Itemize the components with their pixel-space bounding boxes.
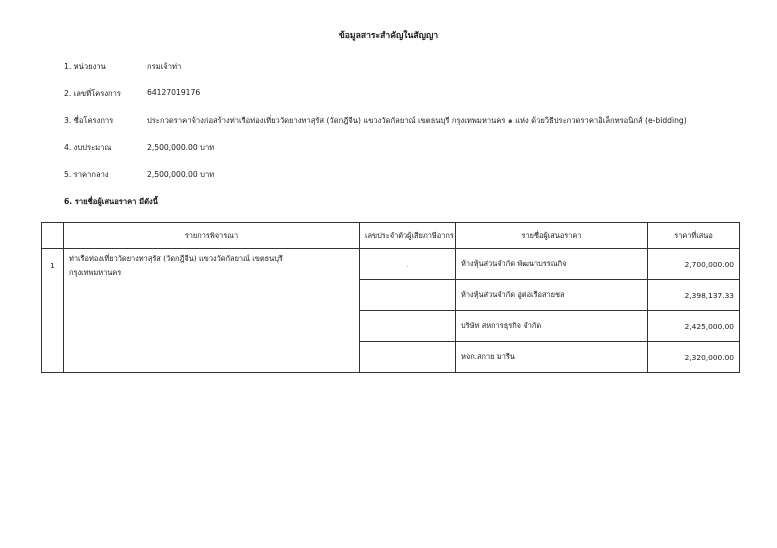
tax-id-cell [360, 342, 456, 373]
field-median-price-label: 5. ราคากลาง [64, 170, 109, 179]
field-project-name-label: 3. ชื่อโครงการ [64, 116, 114, 125]
bidder-name: บริษัท สหการธุรกิจ จำกัด [456, 311, 648, 342]
field-agency-label: 1. หน่วยงาน [64, 62, 106, 71]
bidder-name: ห้างหุ้นส่วนจำกัด อู่ต่อเรือสายชล [456, 280, 648, 311]
header-tax-id: เลขประจำตัวผู้เสียภาษีอากร [360, 223, 456, 249]
field-budget-value: 2,500,000.00 บาท [147, 143, 215, 152]
field-project-number-value: 64127019176 [147, 88, 201, 97]
field-project-name-value: ประกวดราคาจ้างก่อสร้างท่าเรือท่องเที่ยววัดยางทาสุรัส (วัดกฎีจีน) แขวงวัดกัลยาณ์ เขตธนบุรี กรุงเทพมหานคร ๑ แห่ง ด้วยวิธีประกวดราคาอิเล็กทรอนิกส์ (e-bidding) [147, 116, 687, 125]
document-title: ข้อมูลสาระสำคัญในสัญญา [338, 31, 439, 41]
header-price: ราคาที่เสนอ [648, 223, 740, 249]
row-number: 1 [42, 249, 64, 373]
header-bidder-name: รายชื่อผู้เสนอราคา [456, 223, 648, 249]
field-median-price-value: 2,500,000.00 บาท [147, 170, 215, 179]
tax-id-cell [360, 280, 456, 311]
bid-price: 2,398,137.33 [648, 280, 740, 311]
bid-price: 2,700,000.00 [648, 249, 740, 280]
tax-id-cell [360, 311, 456, 342]
field-agency-value: กรมเจ้าท่า [147, 62, 182, 71]
tax-id-cell [360, 249, 456, 280]
item-description-line1: ท่าเรือท่องเที่ยววัดยางทาสุรัส (วัดกฎีจีน) แขวงวัดกัลยาณ์ เขตธนบุรี [69, 254, 283, 263]
bidder-name: ห้างหุ้นส่วนจำกัด พัฒนาบรรณกิจ [456, 249, 648, 280]
field-project-number-label: 2. เลขที่โครงการ [64, 89, 121, 98]
item-description [64, 249, 360, 373]
table-row [42, 249, 740, 280]
bid-price: 2,425,000.00 [648, 311, 740, 342]
item-description-line2: กรุงเทพมหานคร [69, 268, 122, 277]
bidder-list-heading: 6. รายชื่อผู้เสนอราคา มีดังนี้ [64, 197, 158, 206]
bidder-name: หจก.สกาย มารีน [456, 342, 648, 373]
header-index [42, 223, 64, 249]
field-budget-label: 4. งบประมาณ [64, 143, 112, 152]
header-item: รายการพิจารณา [64, 223, 360, 249]
bidders-table [41, 222, 740, 373]
tax-id-mark: . [406, 259, 409, 269]
bid-price: 2,320,000.00 [648, 342, 740, 373]
table-header-row [42, 223, 740, 249]
